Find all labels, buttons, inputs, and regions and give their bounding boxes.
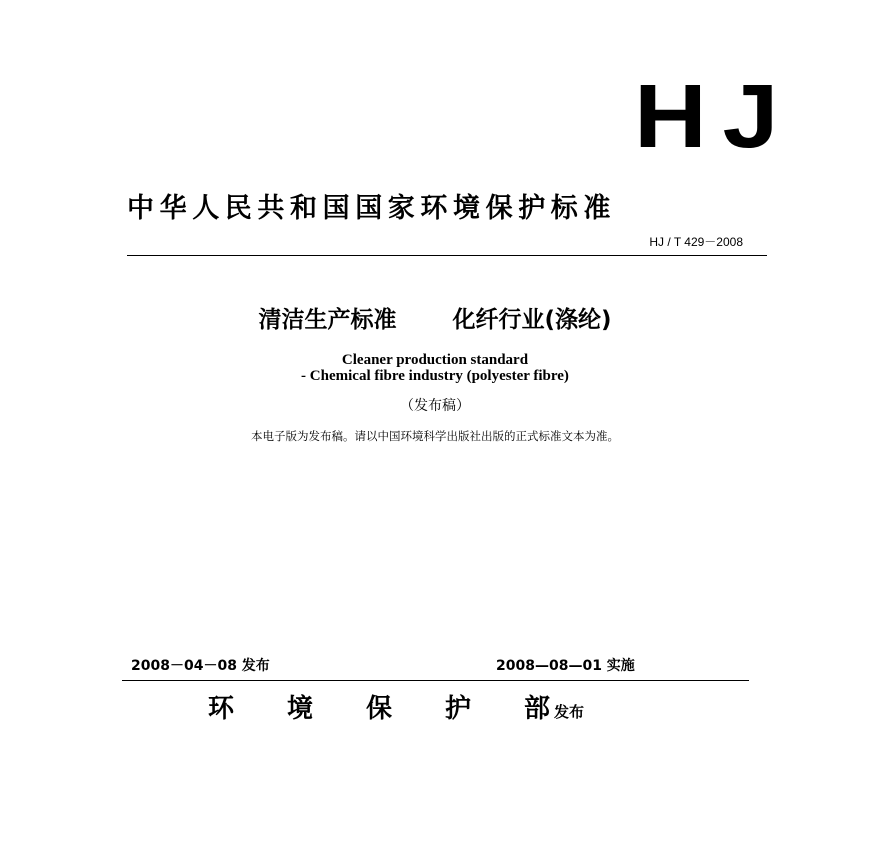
issue-date: 2008－04－08 发布 [131,658,270,674]
publisher-line [208,693,584,728]
top-divider [127,255,767,256]
title-english-line2: - Chemical fibre industry (polyester fibre) [301,368,569,384]
implementation-date: 2008—08—01 实施 [496,658,635,674]
publisher-name: 环境保护 [208,694,525,724]
hj-logo: HJ [634,67,795,167]
standard-number: HJ / T 429－2008 [649,235,743,249]
edition-notice: 本电子版为发布稿。请以中国环境科学出版社出版的正式标准文本为准。 [251,429,619,443]
bottom-divider [122,680,749,681]
title-english-line1: Cleaner production standard [341,352,529,368]
draft-label: （发布稿） [400,398,470,414]
publisher-suffix: 发布 [554,703,585,721]
title-cn-part2: 化纤行业(涤纶) [452,307,612,333]
publisher-name-last: 部 [524,694,551,724]
title-chinese [0,305,870,335]
title-cn-part1: 清洁生产标准 [258,307,397,333]
organization-title: 中华人民共和国国家环境保护标准 [127,193,616,224]
